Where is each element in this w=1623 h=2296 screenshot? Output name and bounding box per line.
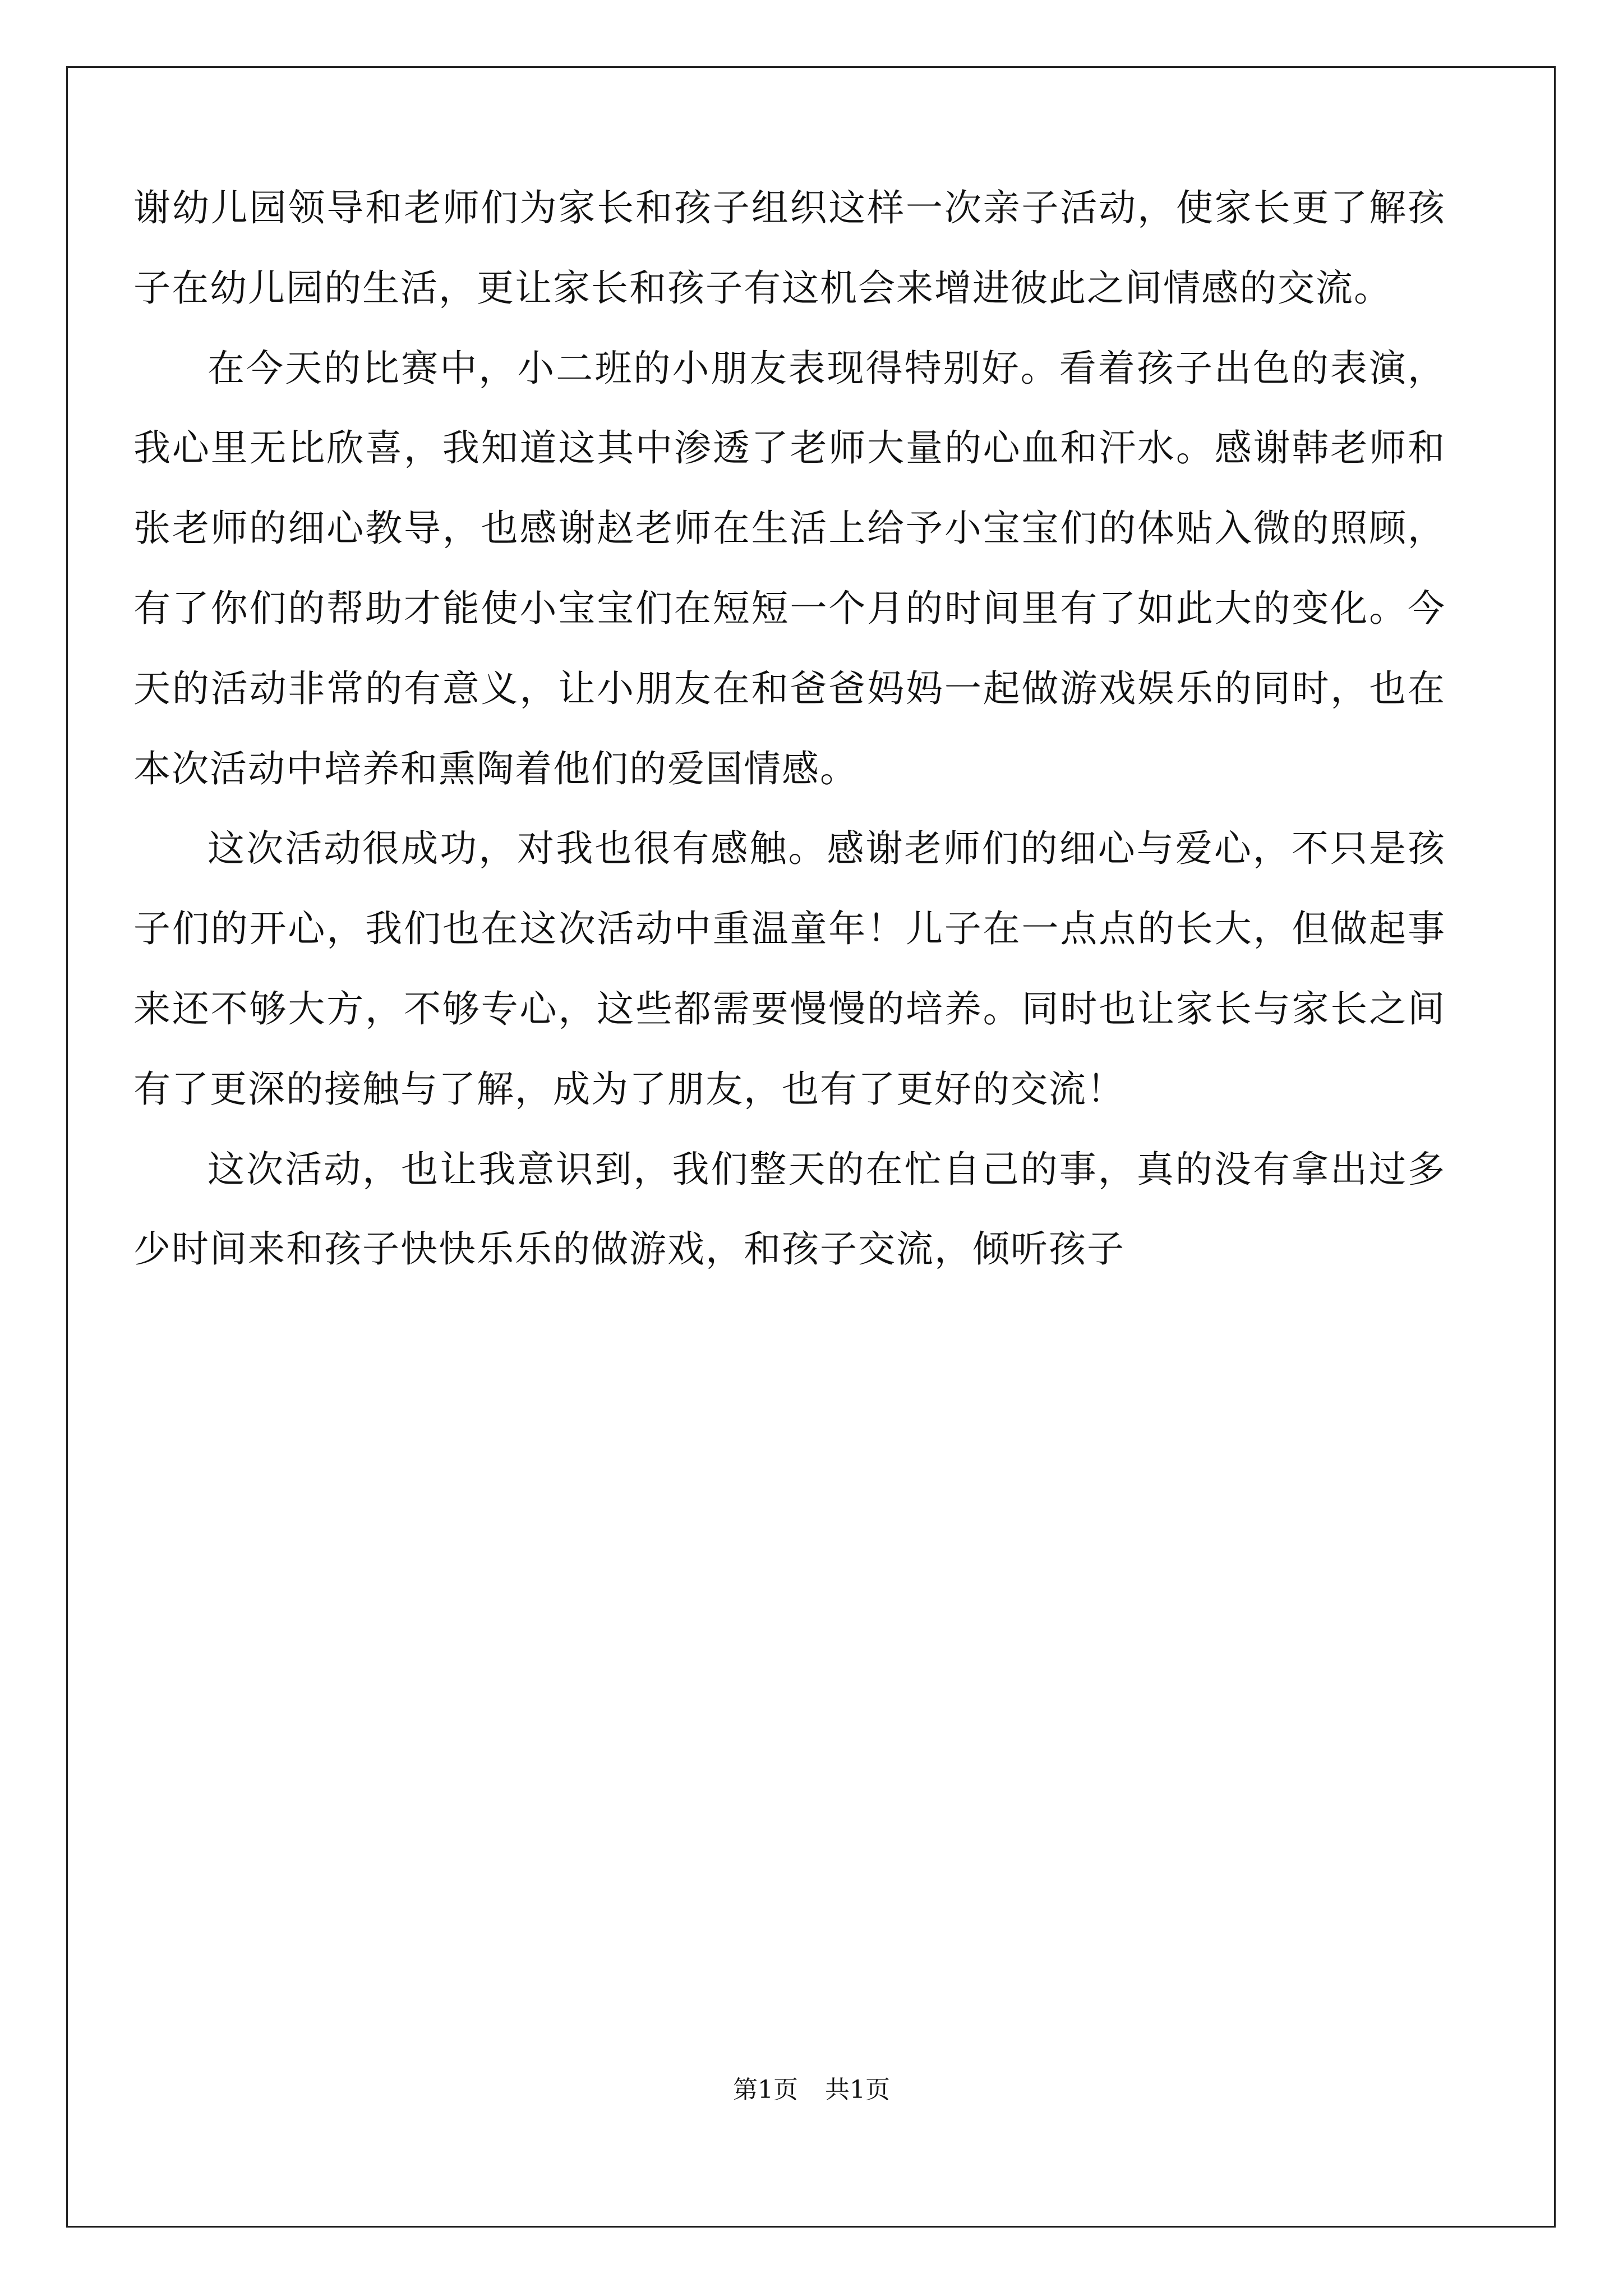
paragraph-3: 这次活动很成功，对我也很有感触。感谢老师们的细心与爱心，不只是孩子们的开心，我们也在这次活动中重温童年！儿子在一点点的长大，但做起事来还不够大方，不够专心，这些都需要慢慢的培养。同时也让家长与家长之间有了更深的接触与了解，成为了朋友，也有了更好的交流！: [133, 827, 1446, 1111]
page-number: 第1页: [733, 2076, 798, 2104]
paragraph-1: 谢幼儿园领导和老师们为家长和孩子组织这样一次亲子活动，使家长更了解孩子在幼儿园的生活，更让家长和孩子有这机会来增进彼此之间情感的交流。: [133, 186, 1446, 310]
paragraph-2: 在今天的比赛中，小二班的小朋友表现得特别好。看着孩子出色的表演，我心里无比欣喜，我知道这其中渗透了老师大量的心血和汗水。感谢韩老师和张老师的细心教导，也感谢赵老师在生活上给予小宝宝们的体贴入微的照顾，有了你们的帮助才能使小宝宝们在短短一个月的时间里有了如此大的变化。今天的活动非常的有意义，让小朋友在和爸爸妈妈一起做游戏娱乐的同时，也在本次活动中培养和熏陶着他们的爱国情感。: [133, 346, 1446, 790]
page-footer: [0, 2074, 1623, 2106]
page-total: 共1页: [825, 2076, 890, 2104]
paragraph-4: 这次活动，也让我意识到，我们整天的在忙自己的事，真的没有拿出过多少时间来和孩子快快乐乐的做游戏，和孩子交流，倾听孩子: [133, 1147, 1446, 1271]
document-body: [133, 168, 1446, 1290]
